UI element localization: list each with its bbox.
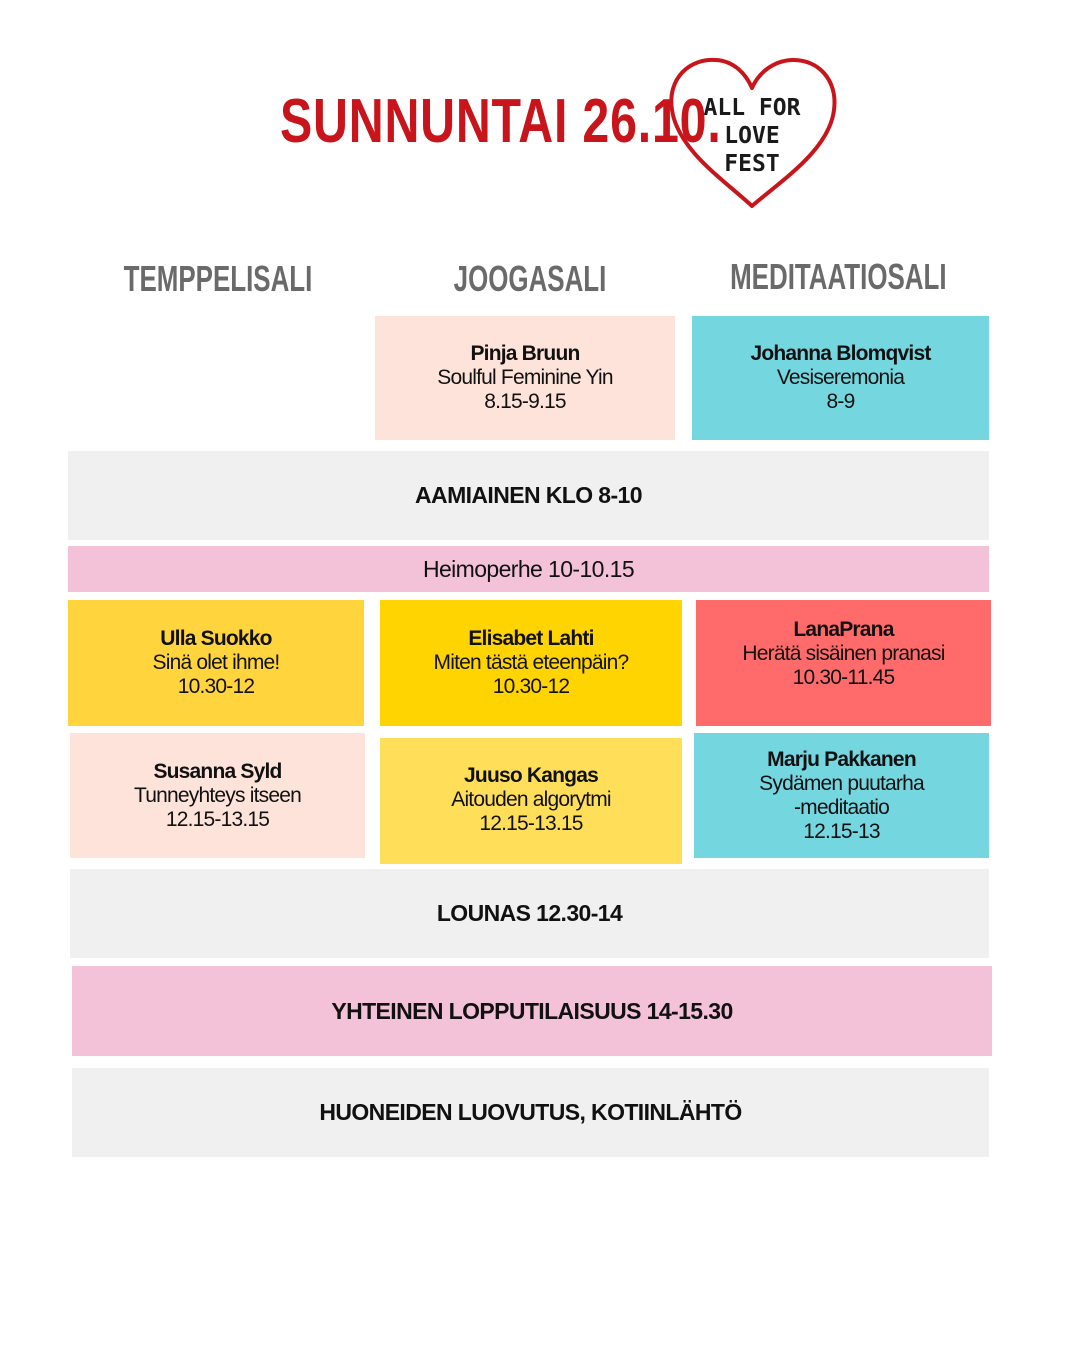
session-ulla-suokko <box>68 600 364 726</box>
session-johanna-blomqvist <box>692 316 989 440</box>
session-title: Miten tästä eteenpäin? <box>433 651 629 674</box>
session-title: Herätä sisäinen pranasi <box>742 642 945 665</box>
session-title: Soulful Feminine Yin <box>437 366 613 389</box>
logo-line: ALL FOR <box>703 95 801 121</box>
session-name: Elisabet Lahti <box>468 627 594 650</box>
page-title: SUNNUNTAI 26.10. <box>280 87 722 156</box>
session-lanaprana <box>696 600 991 726</box>
session-elisabet-lahti <box>380 600 682 726</box>
room-header-temppelisali: TEMPPELISALI <box>123 258 313 299</box>
lunch-bar: LOUNAS 12.30-14 <box>70 869 989 958</box>
room-header-meditaatiosali: MEDITAATIOSALI <box>730 256 947 297</box>
session-time: 10.30-12 <box>492 675 570 698</box>
session-juuso-kangas <box>380 738 682 864</box>
checkout-bar: HUONEIDEN LUOVUTUS, KOTIINLÄHTÖ <box>72 1068 989 1157</box>
session-name: LanaPrana <box>793 618 894 641</box>
session-time: 10.30-12 <box>177 675 255 698</box>
session-name: Ulla Suokko <box>160 627 272 650</box>
session-title-continued: -meditaatio <box>793 795 890 819</box>
logo-line: FEST <box>724 151 780 177</box>
tribe-bar: Heimoperhe 10-10.15 <box>68 546 989 592</box>
session-marju-pakkanen <box>694 733 989 858</box>
session-title: Sinä olet ihme! <box>152 651 280 674</box>
session-time: 12.15-13.15 <box>479 812 583 835</box>
session-name: Marju Pakkanen <box>767 747 916 771</box>
session-time: 8-9 <box>826 390 855 413</box>
session-pinja-bruun <box>375 316 675 440</box>
session-title: Aitouden algorytmi <box>451 788 611 811</box>
session-title: Tunneyhteys itseen <box>134 783 301 807</box>
session-susanna-syld <box>70 733 365 858</box>
session-title: Vesiseremonia <box>776 366 905 389</box>
session-title: Sydämen puutarha <box>759 771 924 795</box>
breakfast-bar: AAMIAINEN KLO 8-10 <box>68 451 989 540</box>
logo-line: LOVE <box>724 123 780 149</box>
all-for-love-fest-logo <box>664 52 840 214</box>
closing-ceremony-bar: YHTEINEN LOPPUTILAISUUS 14-15.30 <box>72 966 992 1056</box>
session-name: Susanna Syld <box>153 759 282 783</box>
session-time: 12.15-13.15 <box>165 807 270 831</box>
session-name: Johanna Blomqvist <box>750 342 931 365</box>
room-header-joogasali: JOOGASALI <box>453 258 607 299</box>
session-time: 8.15-9.15 <box>484 390 566 413</box>
session-name: Juuso Kangas <box>464 764 598 787</box>
session-time: 12.15-13 <box>803 819 880 843</box>
session-time: 10.30-11.45 <box>792 666 895 689</box>
session-name: Pinja Bruun <box>470 342 580 365</box>
